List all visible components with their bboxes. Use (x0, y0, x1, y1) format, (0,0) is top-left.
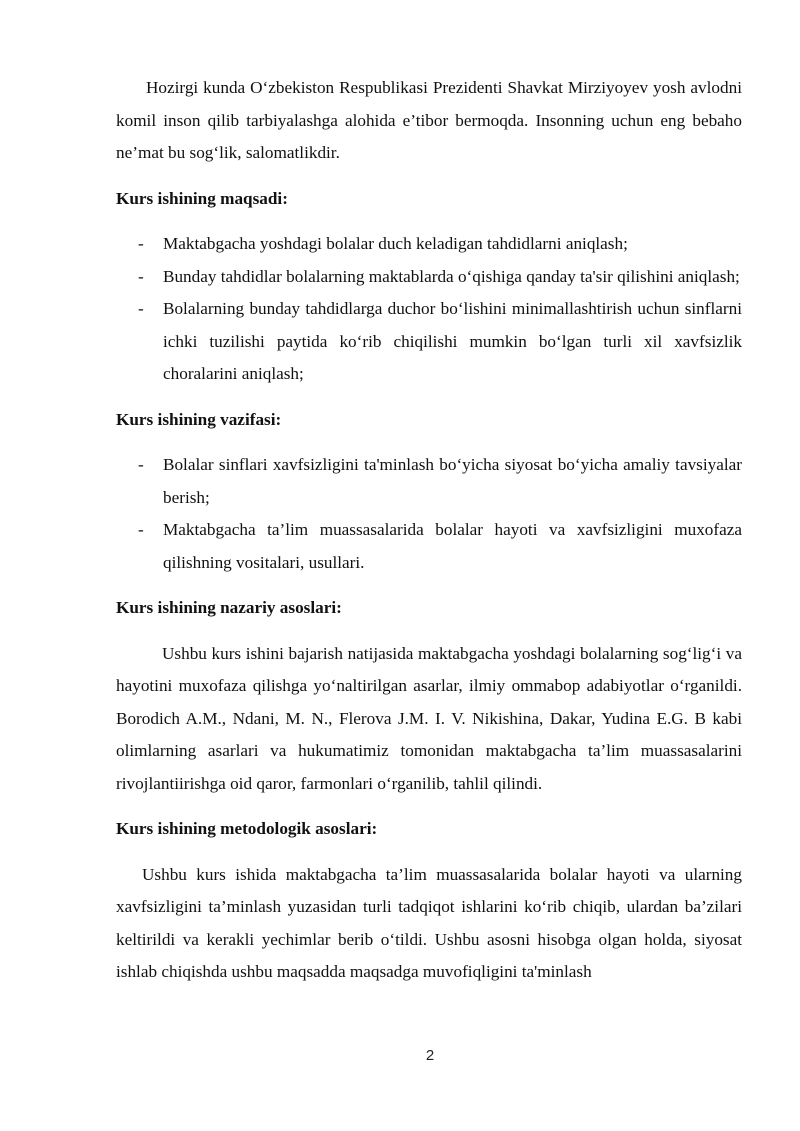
list-item-text: Maktabgacha yoshdagi bolalar duch keladigan tahdidlarni aniqlash; (163, 234, 628, 253)
list-item-text: Bolalarning bunday tahdidlarga duchor bo‘lishini minimallashtirish uchun sinflarni ichki tuzilishi paytida ko‘rib chiqilishi mumkin bo‘lgan turli xil xavfsizlik choralarini aniqlash; (163, 299, 742, 383)
page-number: 2 (425, 1047, 435, 1064)
tasks-list (116, 449, 742, 579)
list-item (116, 449, 742, 514)
dash-bullet: - (138, 266, 144, 286)
goal-list (116, 228, 742, 391)
list-item-text: Bunday tahdidlar bolalarning maktablarda o‘qishiga qanday ta'sir qilishini aniqlash; (163, 266, 740, 286)
method-paragraph: Ushbu kurs ishida maktabgacha ta’lim muassasalarida bolalar hayoti va ularning xavfsizligini ta’minlash yuzasidan turli tadqiqot ishlarini ko‘rib chiqib, ulardan ba’zilari keltirildi va kerakli yechimlar berib o‘tildi. Ushbu asosni hisobga olgan holda, siyosat ishlab chiqishda ushbu maqsadda maqsadga muvofiqligini ta'minlash (116, 864, 742, 981)
list-item (116, 261, 742, 294)
tasks-heading: Kurs ishining vazifasi: (116, 409, 282, 429)
dash-bullet: - (138, 455, 144, 474)
list-item (116, 228, 742, 261)
document-page (116, 72, 742, 989)
theory-heading: Kurs ishining nazariy asoslari: (116, 598, 342, 617)
list-item (116, 514, 742, 579)
goal-heading: Kurs ishining maqsadi: (116, 188, 288, 208)
method-heading: Kurs ishining metodologik asoslari: (116, 819, 378, 838)
list-item (116, 293, 742, 391)
dash-bullet: - (138, 234, 144, 253)
intro-paragraph: Hozirgi kunda O‘zbekiston Respublikasi Prezidenti Shavkat Mirziyoyev yosh avlodni komil inson qilib tarbiyalashga alohida e’tibor bermoqda. Insonning uchun eng bebaho ne’mat bu sog‘lik, salomatlikdir. (116, 78, 742, 162)
dash-bullet: - (138, 520, 144, 539)
list-item-text: Maktabgacha ta’lim muassasalarida bolalar hayoti va xavfsizligini muxofaza qilishning vositalari, usullari. (163, 520, 742, 572)
list-item-text: Bolalar sinflari xavfsizligini ta'minlash bo‘yicha siyosat bo‘yicha amaliy tavsiyalar berish; (163, 455, 742, 507)
theory-paragraph: Ushbu kurs ishini bajarish natijasida maktabgacha yoshdagi bolalarning sog‘lig‘i va hayotini muxofaza qilishga yo‘naltirilgan asarlar, ilmiy ommabop adabiyotlar o‘rganildi. Borodich A.M., Ndani, M. N., Flerova J.M. I. V. Nikishina, Dakar, Yudina E.G. B kabi olimlarning asarlari va hukumatimiz tomonidan maktabgacha ta’lim muassasalarini rivojlantiirishga oid qaror, farmonlari o‘rganilib, tahlil qilindi. (116, 643, 742, 793)
dash-bullet: - (138, 299, 144, 318)
